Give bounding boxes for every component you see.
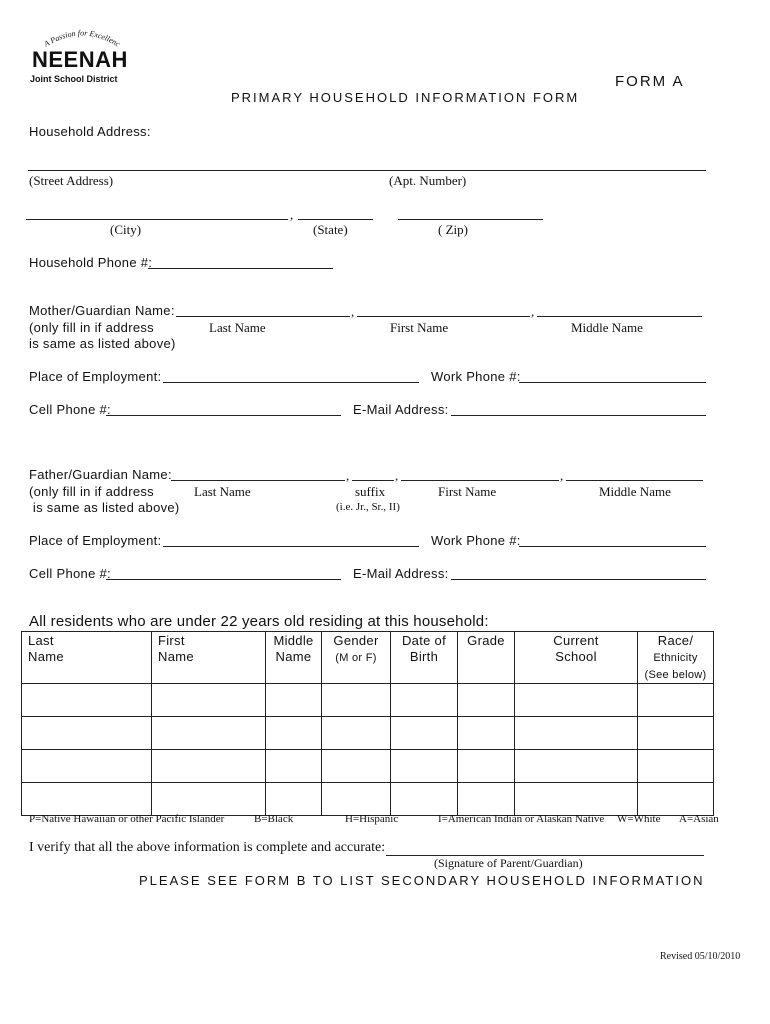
col-line2: Ethnicity bbox=[653, 652, 698, 664]
col-current-school bbox=[515, 632, 638, 684]
father-email-label: E-Mail Address: bbox=[353, 566, 449, 581]
father-employment-label: Place of Employment: bbox=[29, 533, 162, 548]
col-line1: Gender bbox=[333, 633, 379, 648]
col-line2: Birth bbox=[409, 649, 439, 664]
table-cell[interactable] bbox=[458, 684, 515, 717]
comma: , bbox=[395, 468, 399, 483]
residents-heading: All residents who are under 22 years old residing at this household: bbox=[29, 613, 489, 630]
table-cell[interactable] bbox=[391, 783, 458, 816]
father-name-label: Father/Guardian Name: bbox=[29, 467, 172, 482]
col-line2: (M or F) bbox=[335, 652, 377, 664]
verify-text: I verify that all the above information is complete and accurate: bbox=[29, 840, 386, 855]
table-cell[interactable] bbox=[638, 750, 714, 783]
father-last-name-label: Last Name bbox=[194, 484, 251, 499]
col-last-name bbox=[22, 632, 152, 684]
col-gender bbox=[322, 632, 391, 684]
race-legend-a: A=Asian bbox=[679, 813, 719, 825]
logo-name: NEENAH bbox=[32, 47, 128, 72]
table-row bbox=[22, 783, 714, 816]
state-label: (State) bbox=[313, 222, 348, 237]
table-cell[interactable] bbox=[458, 783, 515, 816]
father-email-field[interactable] bbox=[451, 579, 706, 580]
table-cell[interactable] bbox=[266, 717, 322, 750]
father-middle-name-field[interactable] bbox=[566, 480, 703, 481]
street-address-label: (Street Address) bbox=[29, 173, 114, 188]
mother-middle-name-label: Middle Name bbox=[571, 320, 643, 335]
col-line2: Name bbox=[28, 649, 64, 664]
table-cell[interactable] bbox=[391, 717, 458, 750]
table-cell[interactable] bbox=[515, 783, 638, 816]
table-cell[interactable] bbox=[322, 783, 391, 816]
father-first-name-label: First Name bbox=[438, 484, 497, 499]
table-cell[interactable] bbox=[515, 717, 638, 750]
mother-name-label: Mother/Guardian Name: bbox=[29, 303, 175, 318]
comma: , bbox=[560, 468, 564, 483]
race-legend-b: B=Black bbox=[254, 813, 294, 825]
signature-label: (Signature of Parent/Guardian) bbox=[434, 856, 583, 870]
mother-work-phone-label: Work Phone #: bbox=[431, 369, 521, 384]
table-cell[interactable] bbox=[458, 717, 515, 750]
comma: , bbox=[351, 304, 355, 319]
mother-first-name-field[interactable] bbox=[357, 316, 530, 317]
col-date-of-birth bbox=[391, 632, 458, 684]
table-cell[interactable] bbox=[152, 750, 266, 783]
father-employment-field[interactable] bbox=[163, 546, 419, 547]
table-cell[interactable] bbox=[322, 684, 391, 717]
race-legend-i: I=American Indian or Alaskan Native bbox=[438, 813, 605, 825]
apt-number-label: (Apt. Number) bbox=[389, 173, 467, 188]
table-cell[interactable] bbox=[152, 717, 266, 750]
page-title: PRIMARY HOUSEHOLD INFORMATION FORM bbox=[231, 90, 580, 105]
table-cell[interactable] bbox=[515, 684, 638, 717]
table-cell[interactable] bbox=[22, 783, 152, 816]
household-address-label: Household Address: bbox=[29, 124, 151, 139]
svg-text:A Passion for Excellence bbox=[42, 28, 122, 48]
table-row bbox=[22, 750, 714, 783]
logo-arc bbox=[42, 28, 122, 48]
col-grade bbox=[458, 632, 515, 684]
father-suffix-label: suffix bbox=[355, 484, 386, 499]
city-label: (City) bbox=[110, 222, 142, 237]
table-cell[interactable] bbox=[322, 717, 391, 750]
table-cell[interactable] bbox=[322, 750, 391, 783]
father-suffix-field[interactable] bbox=[352, 480, 394, 481]
form-label: FORM A bbox=[615, 73, 685, 90]
col-line1: Last bbox=[28, 633, 54, 648]
mother-last-name-field[interactable] bbox=[176, 316, 350, 317]
table-cell[interactable] bbox=[638, 684, 714, 717]
table-row bbox=[22, 717, 714, 750]
table-cell[interactable] bbox=[266, 783, 322, 816]
logo-tagline: A Passion for Excellenc bbox=[42, 28, 122, 48]
col-first-name bbox=[152, 632, 266, 684]
table-cell[interactable] bbox=[22, 750, 152, 783]
col-middle-name bbox=[266, 632, 322, 684]
col-line1: Race/ bbox=[657, 633, 694, 648]
father-last-name-field[interactable] bbox=[171, 480, 345, 481]
mother-employment-field[interactable] bbox=[163, 382, 419, 383]
table-header-row bbox=[22, 632, 714, 684]
race-legend-w: W=White bbox=[617, 813, 661, 825]
mother-note-line2: is same as listed above) bbox=[29, 336, 176, 351]
zip-label: ( Zip) bbox=[438, 222, 468, 237]
father-work-phone-field[interactable] bbox=[519, 546, 706, 547]
col-line2: School bbox=[555, 649, 597, 664]
col-race-ethnicity bbox=[638, 632, 714, 684]
revised-date: Revised 05/10/2010 bbox=[660, 951, 741, 962]
col-line2: Name bbox=[158, 649, 194, 664]
father-note-line2: is same as listed above) bbox=[29, 500, 180, 515]
father-work-phone-label: Work Phone #: bbox=[431, 533, 521, 548]
col-line3: (See below) bbox=[644, 669, 707, 681]
mother-middle-name-field[interactable] bbox=[537, 316, 702, 317]
table-cell[interactable] bbox=[152, 783, 266, 816]
household-phone-field[interactable] bbox=[148, 268, 333, 269]
form-b-note: PLEASE SEE FORM B TO LIST SECONDARY HOUSEHOLD INFORMATION bbox=[139, 873, 705, 888]
mother-employment-label: Place of Employment: bbox=[29, 369, 162, 384]
father-cell-phone-label: Cell Phone #: bbox=[29, 566, 111, 581]
table-cell[interactable] bbox=[458, 750, 515, 783]
col-line1: Grade bbox=[467, 633, 505, 648]
table-cell[interactable] bbox=[638, 783, 714, 816]
table-cell[interactable] bbox=[515, 750, 638, 783]
mother-email-label: E-Mail Address: bbox=[353, 402, 449, 417]
col-line1: Date of bbox=[401, 633, 446, 648]
city-comma: , bbox=[290, 207, 294, 222]
table-cell[interactable] bbox=[638, 717, 714, 750]
table-cell[interactable] bbox=[266, 750, 322, 783]
table-cell[interactable] bbox=[391, 684, 458, 717]
father-cell-phone-field[interactable] bbox=[106, 579, 341, 580]
street-address-field[interactable] bbox=[28, 170, 706, 171]
mother-email-field[interactable] bbox=[451, 415, 706, 416]
mother-note-line1: (only fill in if address bbox=[29, 320, 154, 335]
father-middle-name-label: Middle Name bbox=[599, 484, 671, 499]
comma: , bbox=[346, 468, 350, 483]
mother-work-phone-field[interactable] bbox=[519, 382, 706, 383]
household-phone-label: Household Phone #: bbox=[29, 255, 153, 270]
mother-first-name-label: First Name bbox=[390, 320, 449, 335]
residents-table bbox=[21, 631, 714, 816]
col-line1: Middle bbox=[273, 633, 314, 648]
mother-last-name-label: Last Name bbox=[209, 320, 266, 335]
logo-district: Joint School District bbox=[30, 74, 118, 84]
father-note-line1: (only fill in if address bbox=[29, 484, 154, 499]
table-cell[interactable] bbox=[22, 684, 152, 717]
table-cell[interactable] bbox=[391, 750, 458, 783]
mother-cell-phone-field[interactable] bbox=[106, 415, 341, 416]
col-line2: Name bbox=[275, 649, 312, 664]
city-field[interactable] bbox=[26, 219, 288, 220]
zip-field[interactable] bbox=[398, 219, 543, 220]
col-line1: First bbox=[158, 633, 185, 648]
state-field[interactable] bbox=[298, 219, 373, 220]
table-cell[interactable] bbox=[22, 717, 152, 750]
race-legend-p: P=Native Hawaiian or other Pacific Islander bbox=[29, 813, 225, 825]
table-cell[interactable] bbox=[266, 684, 322, 717]
table-cell[interactable] bbox=[152, 684, 266, 717]
father-first-name-field[interactable] bbox=[401, 480, 559, 481]
race-legend-h: H=Hispanic bbox=[345, 813, 399, 825]
comma: , bbox=[531, 304, 535, 319]
table-row bbox=[22, 684, 714, 717]
mother-cell-phone-label: Cell Phone #: bbox=[29, 402, 111, 417]
father-suffix-example: (i.e. Jr., Sr., II) bbox=[336, 501, 400, 513]
col-line1: Current bbox=[553, 633, 599, 648]
